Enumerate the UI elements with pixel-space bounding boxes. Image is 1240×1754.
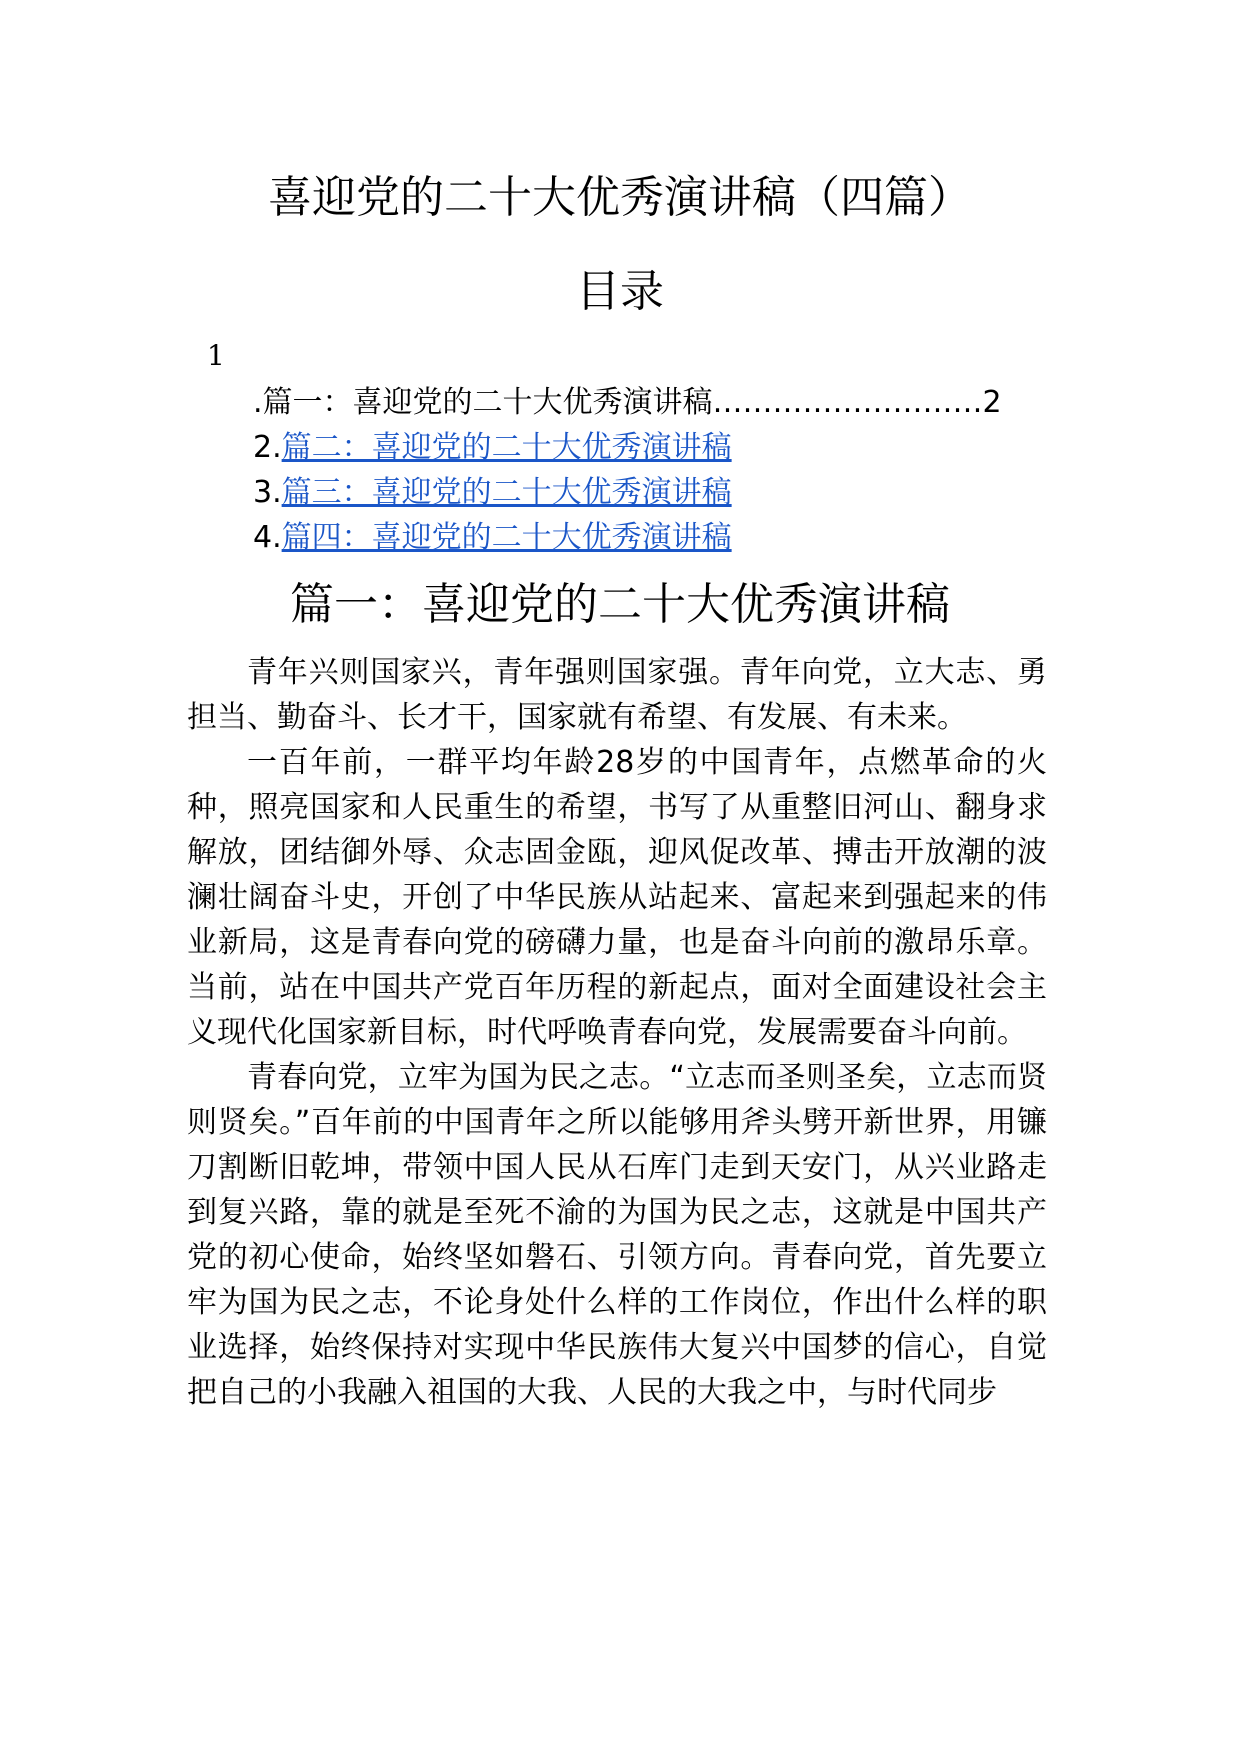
- toc-item-3[interactable]: [253, 470, 1053, 515]
- toc-item-2[interactable]: [253, 425, 1053, 470]
- toc-link-4[interactable]: 篇四：喜迎党的二十大优秀演讲稿: [281, 520, 732, 555]
- paragraph: 青年兴则国家兴，青年强则国家强。青年向党，立大志、勇担当、勤奋斗、长才干，国家就有希望、有发展、有未来。: [187, 655, 1047, 735]
- toc-page-number: 2: [982, 385, 1002, 420]
- toc-item-number: 3.: [253, 475, 282, 510]
- toc-link-2[interactable]: 篇二：喜迎党的二十大优秀演讲稿: [281, 430, 732, 465]
- toc-item-number: 4.: [253, 520, 282, 555]
- toc-item-text: 篇一：喜迎党的二十大优秀演讲稿: [262, 385, 713, 420]
- paragraph: 青春向党，立牢为国为民之志。“立志而圣则圣矣，立志而贤则贤矣。”百年前的中国青年之所以能够用斧头劈开新世界，用镰刀割断旧乾坤，带领中国人民从石库门走到天安门，从兴业路走到复兴路，靠的就是至死不渝的为国为民之志，这就是中国共产党的初心使命，始终坚如磐石、引领方向。青春向党，首先要立牢为国为民之志，不论身处什么样的工作岗位，作出什么样的职业选择，始终保持对实现中华民族伟大复兴中国梦的信心，自觉把自己的小我融入祖国的大我、人民的大我之中，与时代同步: [187, 1060, 1047, 1410]
- table-of-contents: [253, 380, 1053, 560]
- body-text: [187, 650, 1047, 1415]
- toc-item-4[interactable]: [253, 515, 1053, 560]
- toc-item-number: .: [253, 385, 263, 420]
- toc-item-1[interactable]: [253, 380, 1053, 425]
- toc-dot-leader: ………………………: [712, 385, 983, 420]
- paragraph: 一百年前，一群平均年龄28岁的中国青年，点燃革命的火种，照亮国家和人民重生的希望，书写了从重整旧河山、翻身求解放，团结御外辱、众志固金瓯，迎风促改革、搏击开放潮的波澜壮阔奋斗史，开创了中华民族从站起来、富起来到强起来的伟业新局，这是青春向党的磅礴力量，也是奋斗向前的激昂乐章。当前，站在中国共产党百年历程的新起点，面对全面建设社会主义现代化国家新目标，时代呼唤青春向党，发展需要奋斗向前。: [187, 745, 1047, 1050]
- document-title: 喜迎党的二十大优秀演讲稿（四篇）: [268, 172, 972, 223]
- toc-heading: 目录: [576, 266, 664, 317]
- toc-item-number: 2.: [253, 430, 282, 465]
- section-title: 篇一：喜迎党的二十大优秀演讲稿: [290, 579, 950, 630]
- toc-link-3[interactable]: 篇三：喜迎党的二十大优秀演讲稿: [281, 475, 732, 510]
- toc-field-marker: 1: [207, 339, 225, 372]
